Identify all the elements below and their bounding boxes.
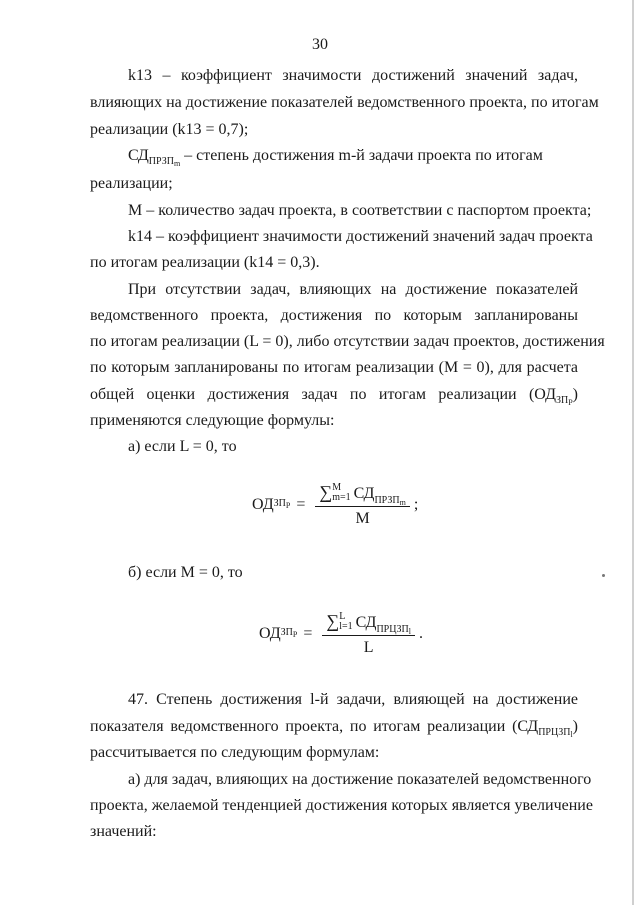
text-line: по которым запланированы по итогам реализации (M = 0), для расчета xyxy=(90,359,578,376)
case-label: б) если M = 0, то xyxy=(128,564,243,581)
text-line: по итогам реализации (L = 0), либо отсутствии задач проектов, достижения xyxy=(90,333,605,350)
formula-2: ОД $ЗП_Р$ = ∑ L l=1 СД $_{ПРЦЗП_l}$ L . xyxy=(259,611,423,656)
text-line: ведомственного проекта, достижения по которым запланированы xyxy=(90,307,578,324)
text-line: k13 – коэффициент значимости достижений значений задач, xyxy=(128,67,578,84)
text-line: а) для задач, влияющих на достижение показателей ведомственного xyxy=(128,771,592,788)
text-line: M – количество задач проекта, в соответствии с паспортом проекта; xyxy=(128,202,592,219)
text-line: рассчитывается по следующим формулам: xyxy=(90,744,380,761)
page-number: 30 xyxy=(312,36,328,53)
case-label: а) если L = 0, то xyxy=(128,438,237,455)
text-line: применяются следующие формулы: xyxy=(90,412,335,429)
formula-1: ОД $ЗП_Р$ = ∑ M m=1 СД $_{ПРЗП_m}$ M ; xyxy=(252,482,419,527)
text-line: реализации (k13 = 0,7); xyxy=(90,121,249,138)
text-line: по итогам реализации (k14 = 0,3). xyxy=(90,254,320,271)
text-line: проекта, желаемой тенденцией достижения которых является увеличение xyxy=(90,797,593,814)
scan-edge xyxy=(632,0,634,905)
text-line: влияющих на достижение показателей ведомственного проекта, по итогам xyxy=(90,94,599,111)
text-line: показателя ведомственного проекта, по итогам реализации $(СД_{ПРЦЗП_l})$ xyxy=(90,718,578,739)
text-line: $СД_{ПРЗП_m}$ – степень достижения m-й задачи проекта по итогам xyxy=(128,147,543,168)
scan-speck xyxy=(602,574,605,577)
text-line: 47. Степень достижения l-й задачи, влияющей на достижение xyxy=(128,691,578,708)
text-line: значений: xyxy=(90,823,157,840)
text-line: k14 – коэффициент значимости достижений значений задач проекта xyxy=(128,228,593,245)
text-line: общей оценки достижения задач по итогам реализации $(ОД_{ЗП_Р})$ xyxy=(90,386,578,407)
text-line: реализации; xyxy=(90,175,173,192)
text-line: При отсутствии задач, влияющих на достижение показателей xyxy=(128,281,578,298)
